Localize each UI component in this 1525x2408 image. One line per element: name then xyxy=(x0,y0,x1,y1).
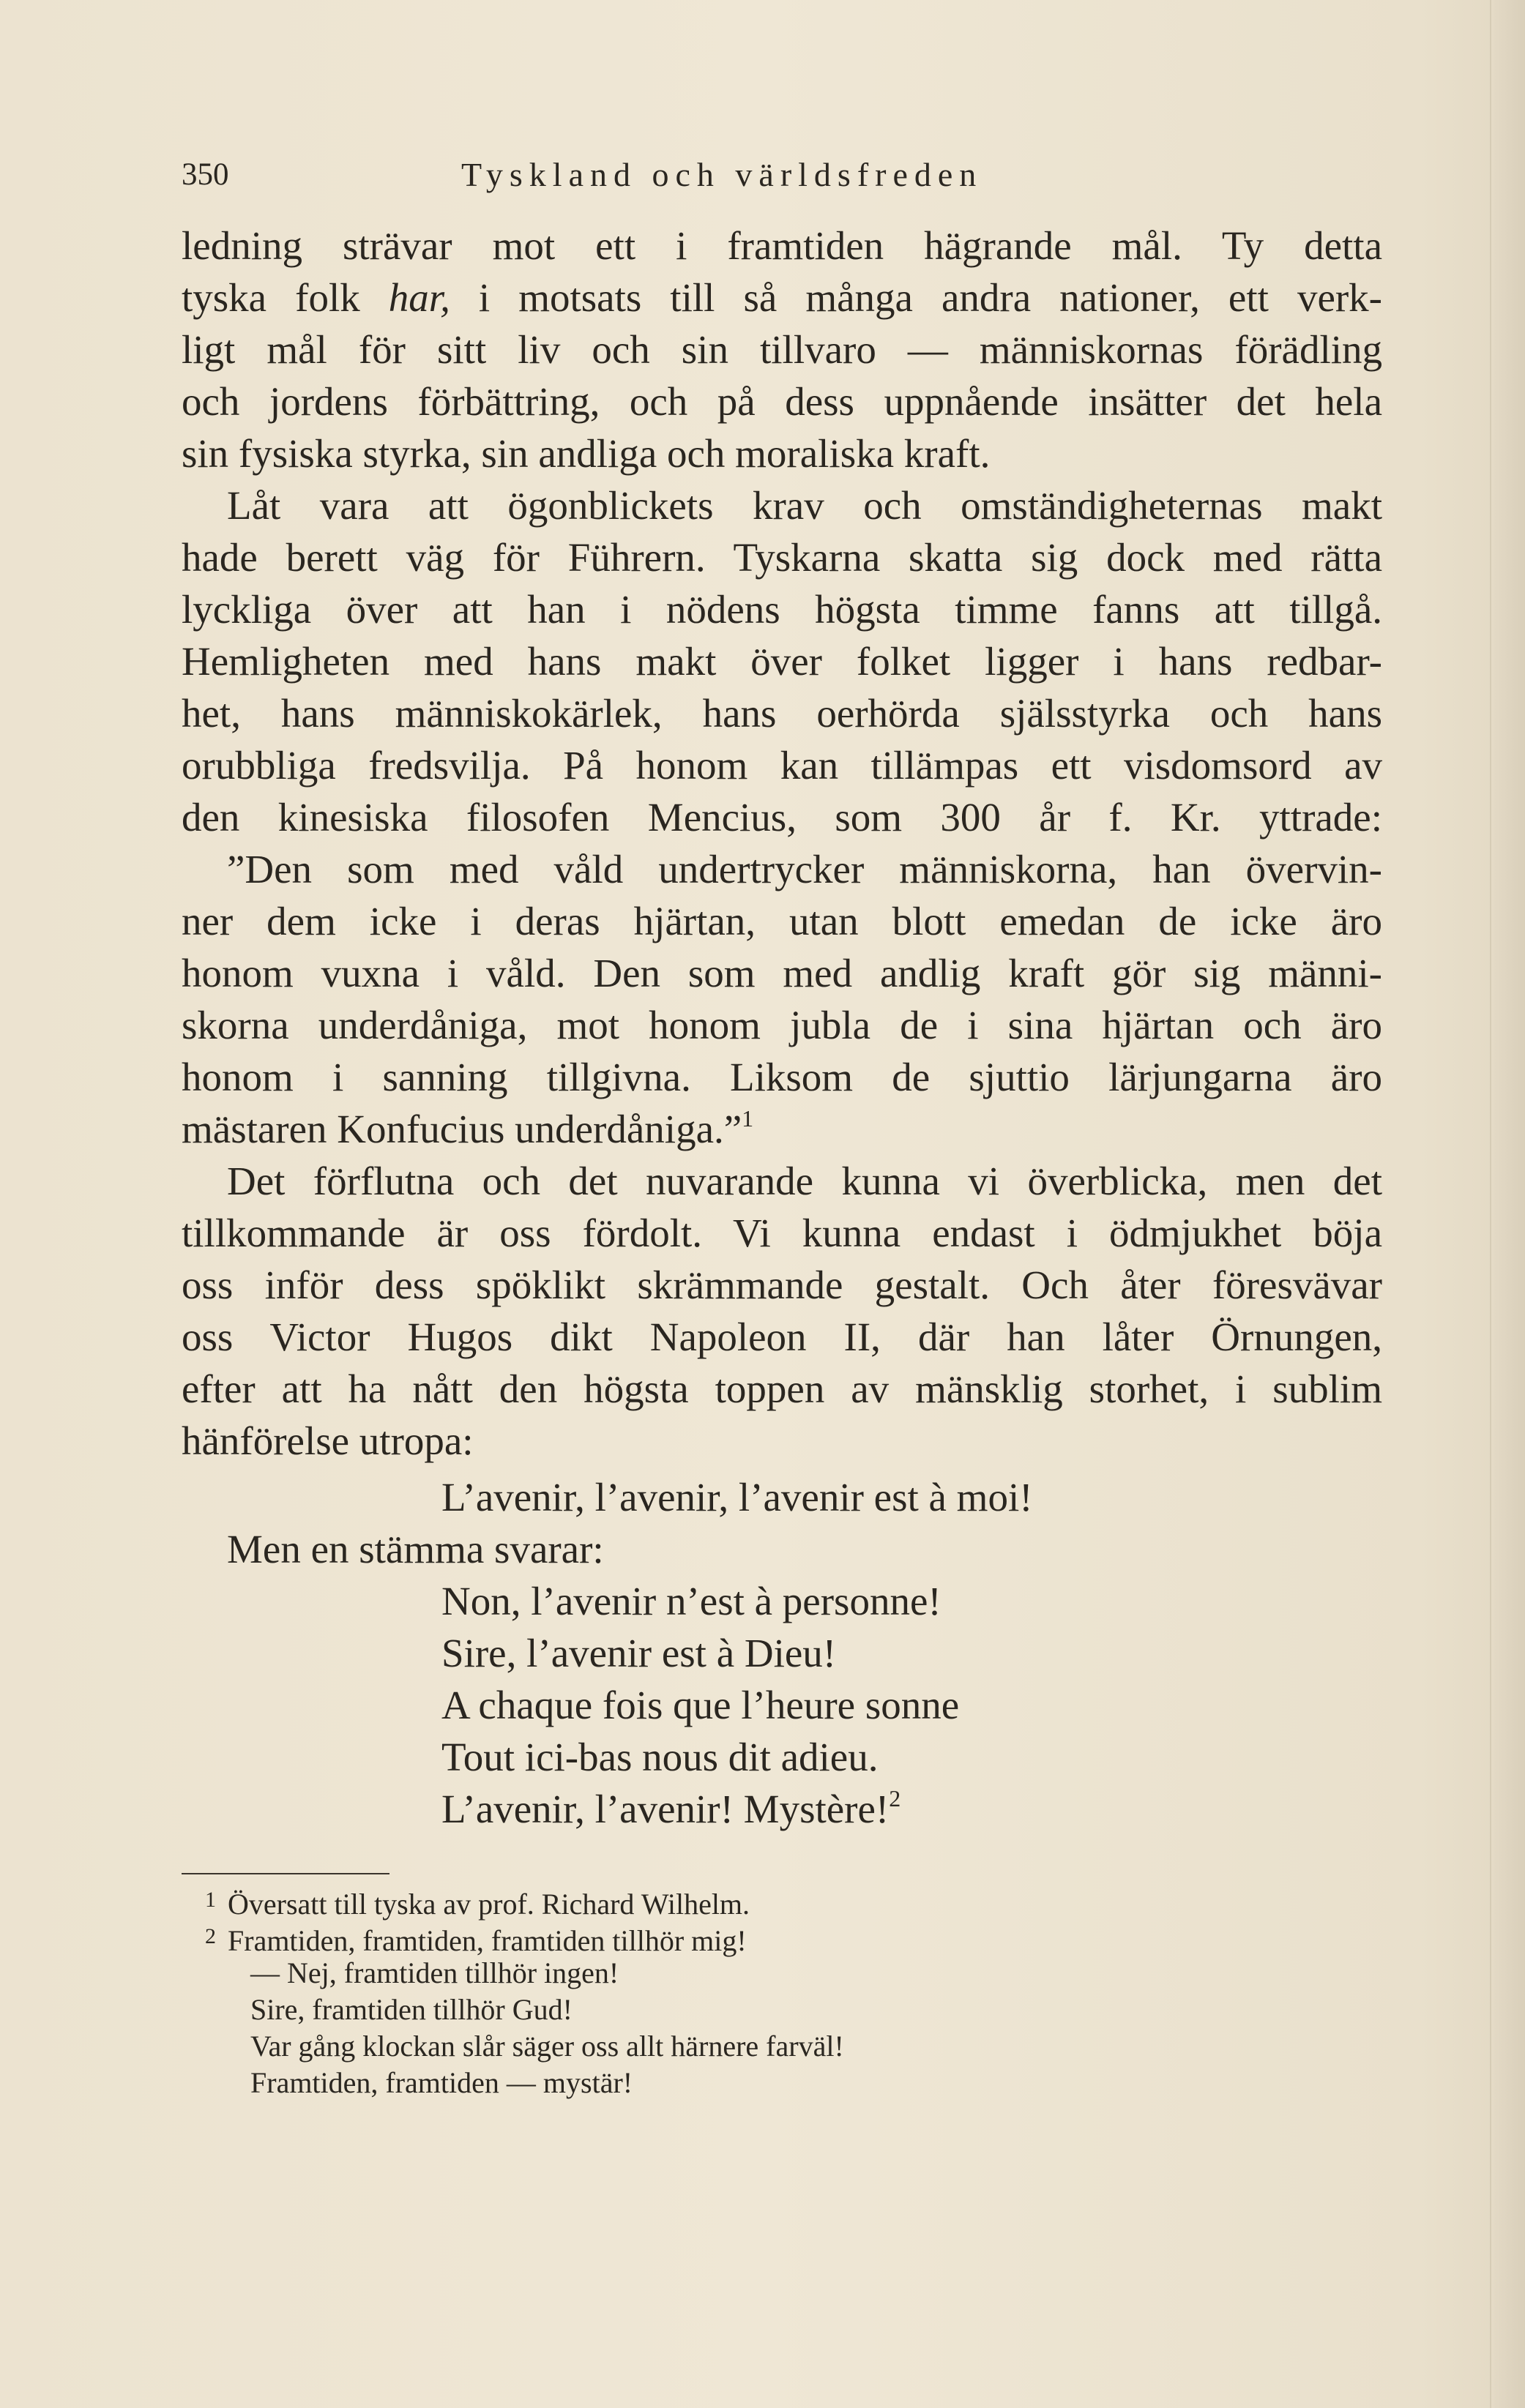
verse-line: Tout ici-bas nous dit adieu. xyxy=(441,1735,879,1779)
text-line: honom vuxna i våld. Den som med andlig kraft gör sig männi- xyxy=(182,951,1382,995)
footnotes xyxy=(205,1882,1230,2101)
text-line: lyckliga över att han i nödens högsta timme fanns att tillgå. xyxy=(182,587,1382,632)
footnote-text: Översatt till tyska av prof. Richard Wilhelm. xyxy=(228,1888,750,1921)
text-line: tillkommande är oss fördolt. Vi kunna endast i ödmjukhet böja xyxy=(182,1211,1382,1255)
text-line xyxy=(182,1103,1382,1155)
text-line: oss inför dess spöklikt skrämmande gestalt. Och åter föresvävar xyxy=(182,1263,1382,1307)
text-line: efter att ha nått den högsta toppen av mänsklig storhet, i sublim xyxy=(182,1366,1382,1411)
text-line: ner dem icke i deras hjärtan, utan blott emedan de icke äro xyxy=(182,899,1382,943)
text-fragment: tyska folk xyxy=(182,275,389,320)
emphasis: har, xyxy=(388,275,450,320)
footnote xyxy=(205,1918,1230,1955)
footnote-number: 1 xyxy=(205,1888,216,1912)
verse-line: Sire, l’avenir est à Dieu! xyxy=(441,1631,837,1675)
text-line xyxy=(182,272,1382,324)
footnote xyxy=(205,1882,1230,1921)
footnote-divider xyxy=(182,1873,389,1874)
footnote-text: Sire, framtiden tillhör Gud! xyxy=(250,1993,573,2026)
text-fragment: mästaren Konfucius underdåniga.” xyxy=(182,1107,742,1151)
text-line: ligt mål för sitt liv och sin tillvaro — människornas förädling xyxy=(182,327,1382,372)
text-line: hänförelse utropa: xyxy=(182,1418,474,1463)
text-line: hade berett väg för Führern. Tyskarna skatta sig dock med rätta xyxy=(182,535,1382,580)
verse-line xyxy=(182,1783,1382,1835)
text-line: ledning strävar mot ett i framtiden hägrande mål. Ty detta xyxy=(182,223,1382,268)
footnote-text: Framtiden, framtiden — mystär! xyxy=(250,2066,633,2099)
text-line: oss Victor Hugos dikt Napoleon II, där han låter Örnungen, xyxy=(182,1315,1382,1359)
text-line: sin fysiska styrka, sin andliga och moraliska kraft. xyxy=(182,431,991,476)
verse-line: Non, l’avenir n’est à personne! xyxy=(441,1579,942,1623)
footnote-text: — Nej, framtiden tillhör ingen! xyxy=(250,1956,619,1989)
text-line: skorna underdåniga, mot honom jubla de i sina hjärtan och äro xyxy=(182,1003,1382,1047)
text-line: den kinesiska filosofen Mencius, som 300 år f. Kr. yttrade: xyxy=(182,795,1382,840)
text-line: orubbliga fredsvilja. På honom kan tillämpas ett visdomsord av xyxy=(182,743,1382,788)
text-fragment: i motsats till så många andra nationer, ett verk- xyxy=(450,275,1382,320)
footnote-number: 2 xyxy=(205,1924,216,1948)
text-line: het, hans människokärlek, hans oerhörda själsstyrka och hans xyxy=(182,691,1382,736)
text-line: Men en stämma svarar: xyxy=(227,1527,604,1571)
text-line: honom i sanning tillgivna. Liksom de sjuttio lärjungarna äro xyxy=(182,1055,1382,1099)
footnote-text: Framtiden, framtiden, framtiden tillhör mig! xyxy=(228,1924,747,1957)
running-title: Tyskland och världsfreden xyxy=(461,156,983,193)
verse-line: A chaque fois que l’heure sonne xyxy=(441,1683,960,1727)
text-line: Hemligheten med hans makt över folket ligger i hans redbar- xyxy=(182,639,1382,684)
main-text xyxy=(182,220,1382,1835)
text-line: Låt vara att ögonblickets krav och omständigheternas makt xyxy=(227,483,1382,528)
footnote-text: Var gång klockan slår säger oss allt härnere farväl! xyxy=(250,2030,844,2063)
verse-line: L’avenir, l’avenir, l’avenir est à moi! xyxy=(441,1475,1033,1519)
page-edge xyxy=(1490,0,1525,2408)
text-line: och jordens förbättring, och på dess uppnående insätter det hela xyxy=(182,379,1382,424)
page-number: 350 xyxy=(182,157,229,192)
footnote-marker[interactable]: 1 xyxy=(742,1105,754,1132)
text-line: Det förflutna och det nuvarande kunna vi överblicka, men det xyxy=(227,1159,1382,1203)
text-line: ”Den som med våld undertrycker människorna, han övervin- xyxy=(227,847,1382,891)
footnote-marker[interactable]: 2 xyxy=(889,1785,901,1811)
page-header xyxy=(182,152,1382,198)
text-fragment: L’avenir, l’avenir! Mystère! xyxy=(441,1787,890,1831)
